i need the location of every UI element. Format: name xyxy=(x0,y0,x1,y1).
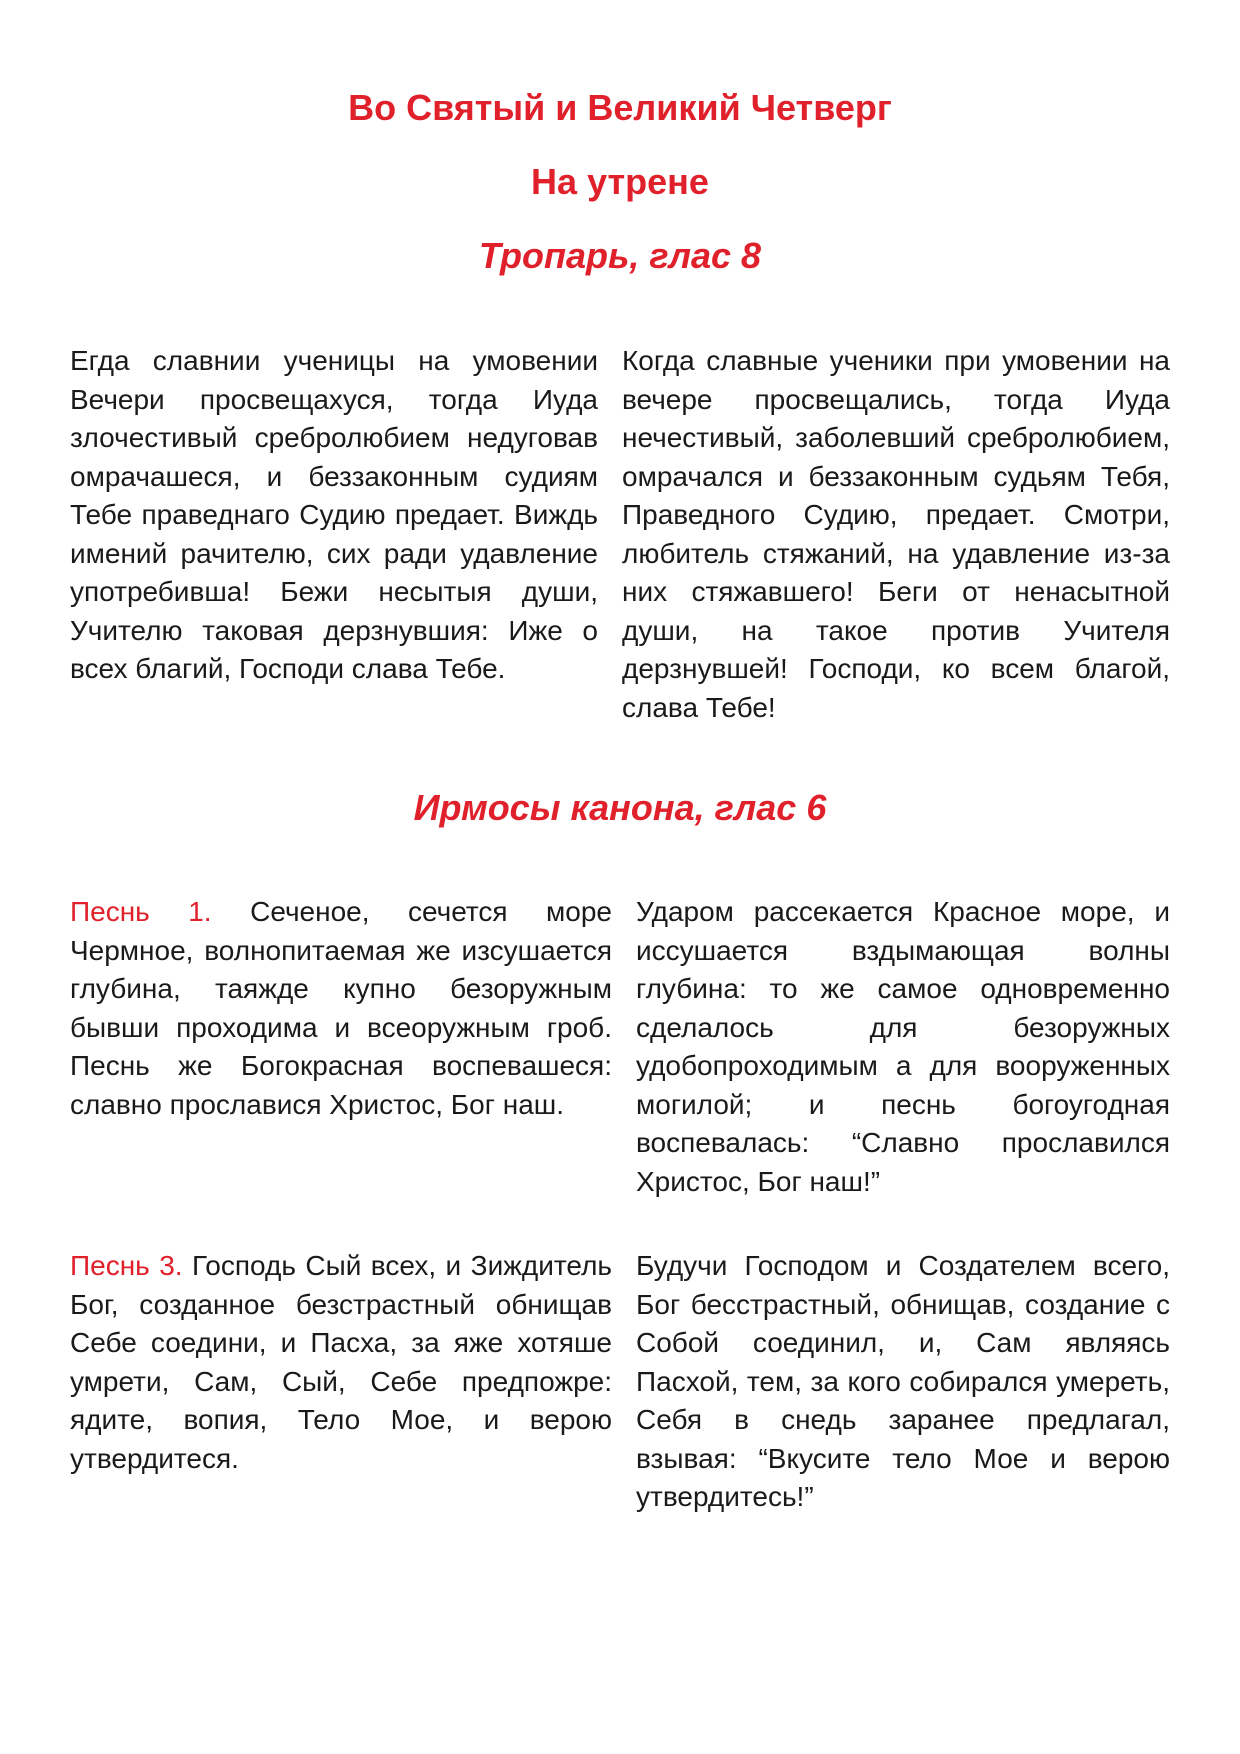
song-1-slavonic-paragraph xyxy=(70,893,612,1124)
troparion-russian-text: Когда славные ученики при умовении на вечере просвещались, тогда Иуда нечестивый, заболевший сребролюбием, омрачался и беззаконным судьям Тебя, Праведного Судию, предает. Смотри, любитель стяжаний, на удавление из-за них стяжавшего! Беги от ненасытной души, на такое против Учителя дерзнувшей! Господи, ко всем благой, слава Тебе! xyxy=(622,345,1170,723)
song-1-slavonic-text: Сеченое, сечется море Чермное, волнопитаемая же изсушается глубина, таяжде купно безоружным бывши проходима и всеоружным гроб. Песнь же Богокрасная воспевашеся: славно прославися Христос, Бог наш. xyxy=(70,896,612,1120)
page-title: Во Святый и Великий Четверг xyxy=(348,87,892,128)
song-3-label: Песнь 3. xyxy=(70,1250,183,1281)
song-3-slavonic-text: Господь Сый всех, и Зиждитель Бог, созданное безстрастный обнищав Себе соедини, и Пасха, за яже хотяше умрети, Сам, Сый, Себе предпожре: ядите, вопия, Тело Мое, и верою утвердитеся. xyxy=(70,1250,612,1474)
troparion-slavonic-text: Егда славнии ученицы на умовении Вечери просвещахуся, тогда Иуда злочестивый сребролюбием недуговав омрачашеся, и беззаконным судиям Тебе праведнаго Судию предает. Виждь имений рачителю, сих ради удавление употребивша! Бежи несытыя души, Учителю таковая дерзнувшия: Иже о всех благий, Господи слава Тебе. xyxy=(70,345,598,684)
irmos-heading: Ирмосы канона, глас 6 xyxy=(413,787,827,828)
troparion-heading: Тропарь, глас 8 xyxy=(478,235,762,276)
song-1-russian-text: Ударом рассекается Красное море, и иссушается вздымающая волны глубина: то же самое одновременно сделалось для безоружных удобопроходимым а для вооруженных могилой; и песнь богоугодная воспевалась: “Славно прославился Христос, Бог наш!” xyxy=(636,896,1170,1197)
song-1-label: Песнь 1. xyxy=(70,896,212,927)
service-subtitle: На утрене xyxy=(531,161,709,202)
song-3-russian-text: Будучи Господом и Создателем всего, Бог бесстрастный, обнищав, создание с Собой соединил, и, Сам являясь Пасхой, тем, за кого собирался умереть, Себя в снедь заранее предлагал, взывая: “Вкусите тело Мое и верою утвердитесь!” xyxy=(636,1250,1170,1512)
song-3-slavonic-paragraph xyxy=(70,1247,612,1478)
